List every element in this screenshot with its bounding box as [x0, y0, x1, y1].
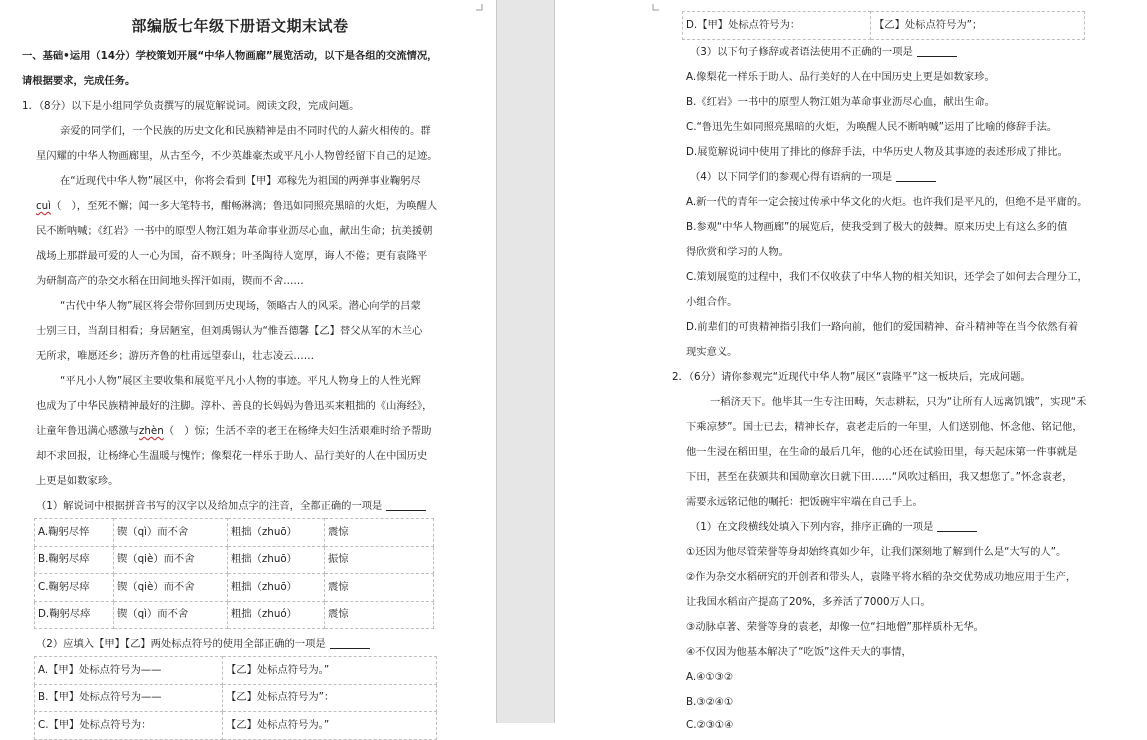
table-cell: A.【甲】处标点符号为——	[35, 657, 223, 685]
paragraph-line: 他一生浸在稻田里，在生命的最后几年，他的心还在试验田里，每天起床第一件事就是	[686, 446, 1078, 458]
table-cell: 粗拙（zhuō）	[228, 519, 325, 547]
option-line: A.像梨花一样乐于助人、品行美好的人在中国历史上更是如数家珍。	[686, 71, 995, 83]
table-cell: 【乙】处标点符号为。”	[223, 712, 437, 740]
paragraph-line: 亲爱的同学们，一个民族的历史文化和民族精神是由不同时代的人薪火相传的。群	[60, 125, 431, 137]
table-row	[35, 657, 437, 685]
paragraph-line: 为研制高产的杂交水稻在田间地头挥汗如雨，锲而不舍……	[36, 275, 304, 287]
answer-blank	[386, 498, 426, 511]
option-line: C.“鲁迅先生如同照亮黑暗的火炬，为唤醒人民不断呐喊”运用了比喻的修辞手法。	[686, 121, 1058, 133]
answer-blank	[937, 519, 977, 532]
table-cell: 锲（qiè）而不舍	[114, 546, 228, 574]
table-cell: D.鞠躬尽瘁	[35, 601, 114, 629]
paragraph-line: 下乘凉梦”。国士已去，精神长存，袁老走后的一年里，人们送别他、怀念他、铭记他，	[686, 421, 1083, 433]
table-cell: 【乙】处标点符号为”：	[223, 684, 437, 712]
paragraph-line: 无所求，唯愿还乡；游历齐鲁的杜甫远望泰山，壮志凌云……	[36, 350, 315, 362]
paragraph-line: 也成为了中华民族精神最好的注脚。淳朴、善良的长妈妈为鲁迅买来粗拙的《山海经》，	[36, 400, 433, 412]
table-cell: A.鞠躬尽悴	[35, 519, 114, 547]
table-row	[35, 684, 437, 712]
paragraph-line: 士别三日，当刮目相看；身居陋室，但刘禹锡认为“惟吾德馨【乙】替父从军的木兰心	[36, 325, 423, 337]
page-gap	[496, 0, 554, 723]
question-1: 1．（8分）以下是小组同学负责撰写的展览解说词。阅读文段，完成问题。	[22, 100, 360, 112]
sub-question-4: （4）以下同学们的参观心得有语病的一项是	[690, 165, 936, 190]
table-cell: 震惊	[325, 519, 434, 547]
option-line: 小组合作。	[686, 296, 738, 308]
page-title: 部编版七年级下册语文期末试卷	[131, 17, 349, 35]
table-cell: C.鞠躬尽瘁	[35, 574, 114, 602]
pinyin-zhen: zhèn	[138, 425, 164, 437]
pinyin-cui: cuì	[36, 200, 52, 212]
paragraph-line: 需要永远铭记他的嘱托：把饭碗牢牢端在自己手上。	[686, 496, 923, 508]
option-line: ③动脉卓著、荣誉等身的袁老，却像一位“扫地僧”那样质朴无华。	[686, 621, 984, 633]
table-cell: 振惊	[325, 546, 434, 574]
answer-option: B.③②④①	[686, 696, 734, 708]
paragraph-line: “古代中华人物”展区将会带你回到历史现场，领略古人的风采。潜心向学的吕蒙	[60, 300, 421, 312]
answer-option: A.④①③②	[686, 671, 734, 683]
paragraph-line: 上更是如数家珍。	[36, 475, 119, 487]
document-page-right	[555, 0, 1147, 731]
paragraph-line: 让童年鲁迅满心感激与zhèn（ ）惊；生活不幸的老王在杨绛夫妇生活艰难时给予帮助	[36, 425, 432, 437]
option-line: A.新一代的青年一定会接过传承中华文化的火炬。也许我们是平凡的，但绝不是平庸的。	[686, 196, 1088, 208]
option-line: 得欣赏和学习的人物。	[686, 246, 789, 258]
table-cell: 粗拙（zhuō）	[228, 546, 325, 574]
paragraph-line: 却不求回报，让杨绛心生温暖与愧怍；像梨花一样乐于助人、品行美好的人在中国历史	[36, 450, 428, 462]
option-line: ②作为杂交水稻研究的开创者和带头人，袁隆平将水稻的杂交优势成功地应用于生产，	[686, 571, 1077, 583]
table-cell: 粗拙（zhuō）	[228, 574, 325, 602]
table-row	[35, 574, 434, 602]
option-line: 让我国水稻亩产提高了20%，多养活了7000万人口。	[686, 596, 931, 608]
table-cell: C.【甲】处标点符号为：	[35, 712, 223, 740]
table-cell: 震惊	[325, 601, 434, 629]
table-row	[35, 519, 434, 547]
table-cell: B.鞠躬尽瘁	[35, 546, 114, 574]
table-row	[35, 546, 434, 574]
table-cell: D.【甲】处标点符号为：	[683, 12, 871, 40]
sub-question-1: （1）解说词中根据拼音书写的汉字以及给加点字的注音，全都正确的一项是	[36, 494, 426, 519]
option-line: D.展览解说词中使用了排比的修辞手法，中华历史人物及其事迹的表述形成了排比。	[686, 146, 1068, 158]
table-cell: 锲（qì）而不舍	[114, 519, 228, 547]
document-page-left	[0, 0, 496, 731]
paragraph-line: cuì（ ），至死不懈；闻一多大笔特书，酣畅淋漓；鲁迅如同照亮黑暗的火炬，为唤醒人	[36, 200, 438, 212]
paragraph-line: 一稻济天下。他毕其一生专注田畴，矢志耕耘，只为“让所有人远离饥饿”，实现“禾	[710, 396, 1087, 408]
paragraph-line: 在“近现代中华人物”展区中，你将会看到【甲】邓稼先为祖国的两弹事业鞠躬尽	[60, 175, 421, 187]
answer-blank	[896, 169, 936, 182]
section-heading: 一、基础•运用（14分）学校策划开展“中华人物画廊”展览活动，以下是各组的交流情况，	[22, 50, 438, 62]
option-line: ④不仅因为他基本解决了“吃饭”这件天大的事情，	[686, 646, 912, 658]
sub-question-5: （1）在文段横线处填入下列内容，排序正确的一项是	[690, 515, 977, 540]
answer-blank	[917, 44, 957, 57]
sub-question-3: （3）以下句子修辞或者语法使用不正确的一项是	[690, 40, 957, 65]
table-row	[35, 601, 434, 629]
question-2: 2．（6分）请你参观完“近现代中华人物”展区“袁隆平”这一板块后，完成问题。	[672, 371, 1031, 383]
table-cell: 锲（qiè）而不舍	[114, 574, 228, 602]
answer-blank	[330, 636, 370, 649]
paragraph-line: 民不断呐喊；《红岩》一书中的原型人物江姐为革命事业沥尽心血，献出生命；抗美援朝	[36, 225, 433, 237]
option-line: B.《红岩》一书中的原型人物江姐为革命事业沥尽心血，献出生命。	[686, 96, 995, 108]
table-row	[35, 712, 437, 740]
page-edge	[496, 0, 497, 723]
paragraph-line: 下田，甚至在获颁共和国勋章次日就下田……“风吹过稻田，我又想您了。”怀念袁老，	[686, 471, 1073, 483]
table-cell: 粗拙（zhuó）	[228, 601, 325, 629]
table-cell: 锲（qì）而不舍	[114, 601, 228, 629]
option-line: D.前辈们的可贵精神指引我们一路向前，他们的爱国精神、奋斗精神等在当今依然有着	[686, 321, 1079, 333]
answer-option: C.②③①④	[686, 719, 734, 731]
section-heading-cont: 请根据要求，完成任务。	[22, 75, 136, 87]
options-table-2	[34, 656, 437, 740]
paragraph-line: “平凡小人物”展区主要收集和展览平凡小人物的事迹。平凡人物身上的人性光辉	[60, 375, 421, 387]
options-table-2-continued	[682, 11, 1085, 40]
paragraph-line: 星闪耀的中华人物画廊里，从古至今，不少英雄豪杰或平凡小人物曾经留下自己的足迹。	[36, 150, 438, 162]
table-cell: B.【甲】处标点符号为——	[35, 684, 223, 712]
table-cell: 【乙】处标点符号为”；	[871, 12, 1085, 40]
table-cell: 【乙】处标点符号为。”	[223, 657, 437, 685]
table-row	[683, 12, 1085, 40]
options-table-1	[34, 518, 434, 629]
sub-question-2: （2）应填入【甲】【乙】两处标点符号的使用全部正确的一项是	[36, 632, 370, 657]
table-cell: 震惊	[325, 574, 434, 602]
option-line: B.参观“中华人物画廊”的展览后，使我受到了极大的鼓舞。原来历史上有这么多的值	[686, 221, 1068, 233]
option-line: C.策划展览的过程中，我们不仅收获了中华人物的相关知识，还学会了如何去合理分工，	[686, 271, 1088, 283]
option-line: 现实意义。	[686, 346, 738, 358]
page-corner-mark-icon	[647, 4, 659, 16]
option-line: ①还因为他尽管荣誉等身却始终真如少年，让我们深刻地了解到什么是“大写的人”。	[686, 546, 1067, 558]
paragraph-line: 战场上那群最可爱的人一心为国，奋不顾身；叶圣陶待人宽厚，诲人不倦；更有袁隆平	[36, 250, 428, 262]
